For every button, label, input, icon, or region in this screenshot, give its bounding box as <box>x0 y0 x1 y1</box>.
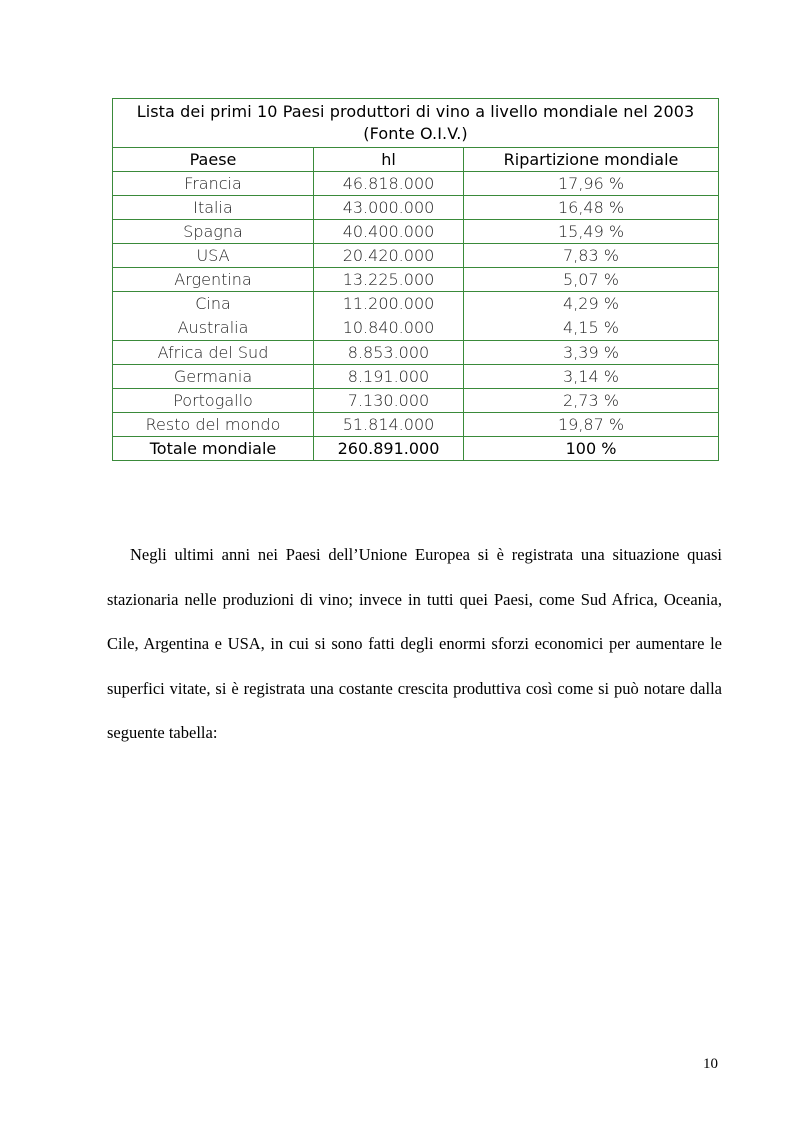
table-row <box>113 172 719 196</box>
cell-hl: 13.225.000 <box>314 268 464 292</box>
table-title-line2: (Fonte O.I.V.) <box>363 124 468 143</box>
body-paragraph: Negli ultimi anni nei Paesi dell’Unione Europea si è registrata una situazione quasi stazionaria nelle produzioni di vino; invece in tutti quei Paesi, come Sud Africa, Oceania, Cile, Argentina e USA, in cui si sono fatti degli enormi sforzi economici per aumentare le superfici vitate, si è registrata una costante crescita produttiva così come si può notare dalla seguente tabella: <box>107 545 722 742</box>
cell-country: Francia <box>113 172 314 196</box>
cell-country: USA <box>113 244 314 268</box>
cell-country: Africa del Sud <box>113 341 314 365</box>
header-country: Paese <box>113 148 314 172</box>
cell-share-merged <box>464 292 719 341</box>
cell-share: 3,14 % <box>464 365 719 389</box>
table-row <box>113 196 719 220</box>
cell-share-a: 4,29 % <box>563 294 619 313</box>
cell-country: Italia <box>113 196 314 220</box>
cell-country-merged <box>113 292 314 341</box>
cell-hl: 46.818.000 <box>314 172 464 196</box>
cell-share: 5,07 % <box>464 268 719 292</box>
cell-share: 3,39 % <box>464 341 719 365</box>
total-share: 100 % <box>464 437 719 461</box>
cell-share: 19,87 % <box>464 413 719 437</box>
cell-hl: 51.814.000 <box>314 413 464 437</box>
cell-country-b: Australia <box>177 318 249 337</box>
cell-country: Portogallo <box>113 389 314 413</box>
cell-hl: 8.853.000 <box>314 341 464 365</box>
table-row <box>113 268 719 292</box>
table-total-row <box>113 437 719 461</box>
cell-share-b: 4,15 % <box>563 318 619 337</box>
cell-share: 16,48 % <box>464 196 719 220</box>
cell-country: Germania <box>113 365 314 389</box>
page-number: 10 <box>703 1056 718 1072</box>
cell-hl-b: 10.840.000 <box>342 318 435 337</box>
table-header-row <box>113 148 719 172</box>
table-title <box>113 99 719 148</box>
cell-hl: 43.000.000 <box>314 196 464 220</box>
table-row <box>113 341 719 365</box>
cell-share: 7,83 % <box>464 244 719 268</box>
header-hl: hl <box>314 148 464 172</box>
cell-hl-a: 11.200.000 <box>342 294 435 313</box>
table-row <box>113 413 719 437</box>
total-hl: 260.891.000 <box>314 437 464 461</box>
cell-country-a: Cina <box>195 294 231 313</box>
cell-hl: 20.420.000 <box>314 244 464 268</box>
table-row-merged <box>113 292 719 341</box>
cell-country: Argentina <box>113 268 314 292</box>
table-row <box>113 244 719 268</box>
cell-share: 2,73 % <box>464 389 719 413</box>
table-row <box>113 365 719 389</box>
cell-hl: 40.400.000 <box>314 220 464 244</box>
total-label: Totale mondiale <box>113 437 314 461</box>
table-row <box>113 389 719 413</box>
cell-hl: 7.130.000 <box>314 389 464 413</box>
cell-country: Spagna <box>113 220 314 244</box>
table-title-row <box>113 99 719 148</box>
table-title-line1: Lista dei primi 10 Paesi produttori di vino a livello mondiale nel 2003 <box>136 102 695 121</box>
wine-production-table <box>112 98 719 461</box>
cell-country: Resto del mondo <box>113 413 314 437</box>
cell-hl-merged <box>314 292 464 341</box>
header-share: Ripartizione mondiale <box>464 148 719 172</box>
cell-share: 15,49 % <box>464 220 719 244</box>
cell-hl: 8.191.000 <box>314 365 464 389</box>
wine-production-table-container <box>112 98 718 461</box>
table-row <box>113 220 719 244</box>
cell-share: 17,96 % <box>464 172 719 196</box>
